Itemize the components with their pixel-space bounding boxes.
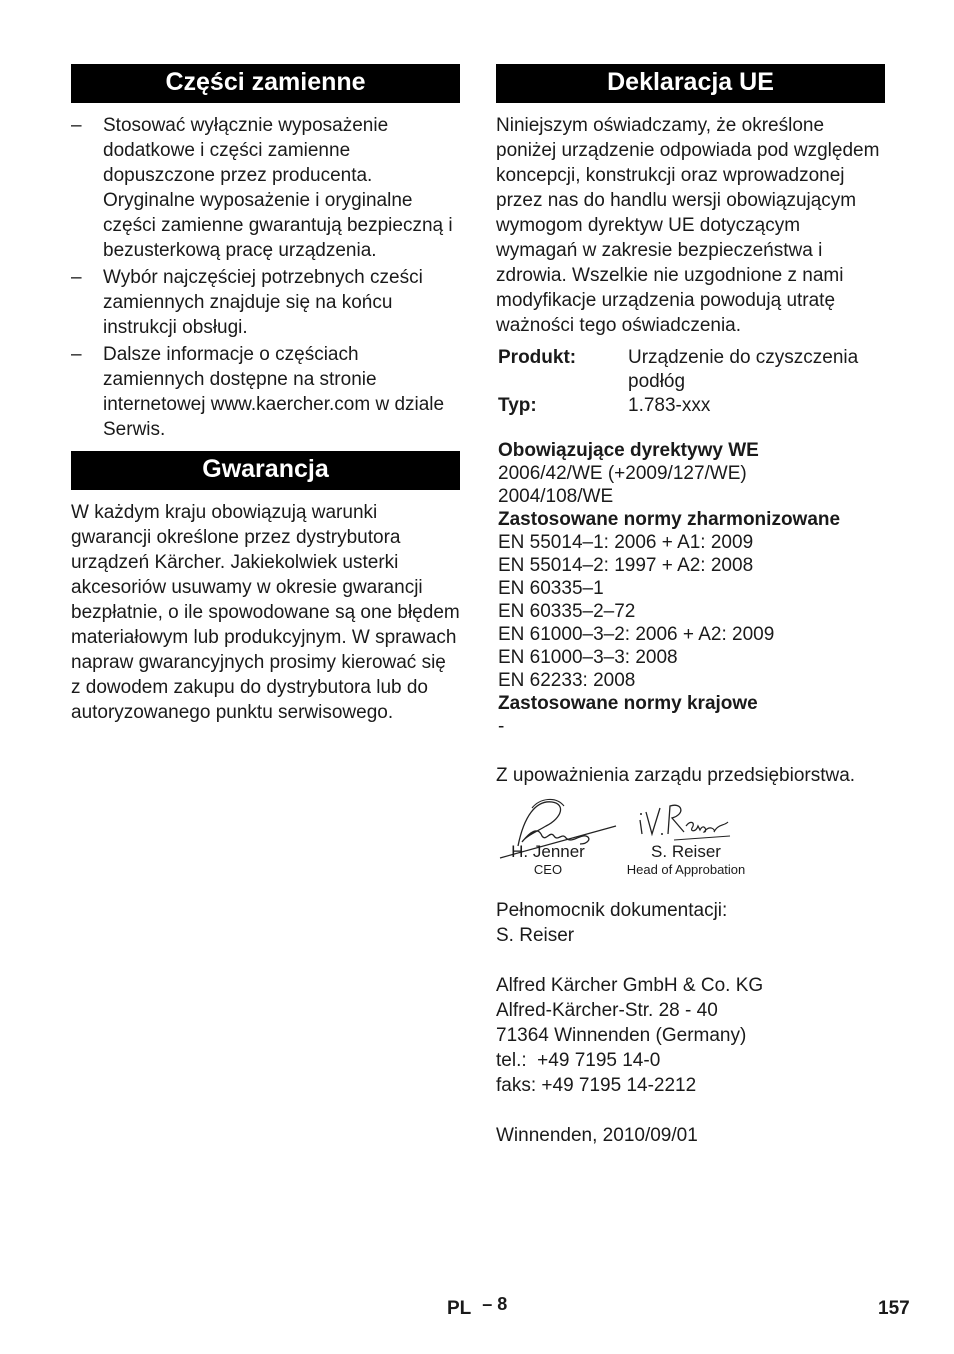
authorization-text: Z upoważnienia zarządu przedsiębiorstwa.: [496, 765, 856, 786]
standard-item: EN 62233: 2008: [498, 670, 636, 691]
page-number: 157: [878, 1298, 910, 1319]
place-date: Winnenden, 2010/09/01: [496, 1125, 698, 1146]
product-spec-table: [496, 346, 885, 418]
product-label: Produkt:: [498, 347, 577, 368]
left-column: [71, 64, 460, 725]
list-item: – Stosować wyłącznie wyposażenie dodatkowe i części zamienne dopuszczone przez producenta. Oryginalne wyposażenie i oryginalne części zamienne gwarantują bezpieczną i bezusterkową pracę urządzenia.: [71, 115, 453, 261]
signatures: [496, 796, 885, 886]
warranty-heading: Gwarancja: [71, 451, 460, 490]
national-heading: Zastosowane normy krajowe: [498, 693, 758, 714]
standard-item: EN 61000–3–3: 2008: [498, 647, 678, 668]
standards-block: [496, 439, 885, 738]
directive-item: 2006/42/WE (+2009/127/WE): [498, 463, 747, 484]
right-column: [496, 64, 885, 1148]
harmonized-heading: Zastosowane normy zharmonizowane: [498, 509, 841, 530]
spare-parts-list: [71, 113, 460, 442]
standard-item: EN 55014–2: 1997 + A2: 2008: [498, 555, 754, 576]
address-line: Alfred Kärcher GmbH & Co. KG: [496, 975, 764, 996]
type-value: 1.783-xxx: [628, 395, 711, 416]
national-value: -: [498, 716, 505, 737]
representative-block: [496, 898, 885, 948]
address-line: faks: +49 7195 14-2212: [496, 1075, 697, 1096]
product-value: Urządzenie do czyszczenia podłóg: [628, 347, 859, 392]
company-address: [496, 973, 885, 1098]
list-item: – Dalsze informacje o częściach zamiennych dostępne na stronie internetowej www.kaercher.com w dziale Serwis.: [71, 344, 445, 440]
standard-item: EN 60335–2–72: [498, 601, 636, 622]
declaration-intro: Niniejszym oświadczamy, że określone poniżej urządzenie odpowiada pod względem koncepcji, konstrukcji oraz wprowadzonej przez nas do handlu wersji obowiązującym wymogom dyrektyw UE dotyczącym wymagań w zakresie bezpieczeństwa i zdrowia. Wszelkie nie uzgodnione z nami modyfikacje urządzenia powodują utratę ważności tego oświadczenia.: [496, 115, 880, 336]
representative-label: Pełnomocnik dokumentacji:: [496, 900, 728, 921]
address-line: tel.: +49 7195 14-0: [496, 1050, 661, 1071]
eu-declaration-heading: Deklaracja UE: [496, 64, 885, 103]
address-line: Alfred-Kärcher-Str. 28 - 40: [496, 1000, 718, 1021]
warranty-text: W każdym kraju obowiązują warunki gwarancji określone przez dystrybutora urządzeń Kärcher. Jakiekolwiek usterki akcesoriów usuwamy w okresie gwarancji bezpłatnie, o ile spowodowane są one błędem materiałowym lub produkcyjnym. W sprawach napraw gwarancyjnych prosimy kierować się z dowodem zakupu do dystrybutora lub do autoryzowanego punktu serwisowego.: [71, 502, 460, 723]
footer-language: PL – 8: [447, 1294, 508, 1319]
standard-item: EN 61000–3–2: 2006 + A2: 2009: [498, 624, 775, 645]
standard-item: EN 55014–1: 2006 + A1: 2009: [498, 532, 754, 553]
directive-item: 2004/108/WE: [498, 486, 614, 507]
footer-section-page: – 8: [482, 1294, 508, 1314]
address-line: 71364 Winnenden (Germany): [496, 1025, 747, 1046]
directives-heading: Obowiązujące dyrektywy WE: [498, 440, 759, 461]
standard-item: EN 60335–1: [498, 578, 604, 599]
list-item: – Wybór najczęściej potrzebnych cześci zamiennych znajduje się na końcu instrukcji obsługi.: [71, 267, 423, 338]
signature-reiser-icon: [634, 800, 734, 846]
type-label: Typ:: [498, 395, 537, 416]
spare-parts-heading: Części zamienne: [71, 64, 460, 103]
signatory-jenner: H. Jenner CEO: [511, 842, 585, 877]
representative-name: S. Reiser: [496, 925, 575, 946]
signatory-reiser: S. Reiser Head of Approbation: [626, 842, 746, 877]
